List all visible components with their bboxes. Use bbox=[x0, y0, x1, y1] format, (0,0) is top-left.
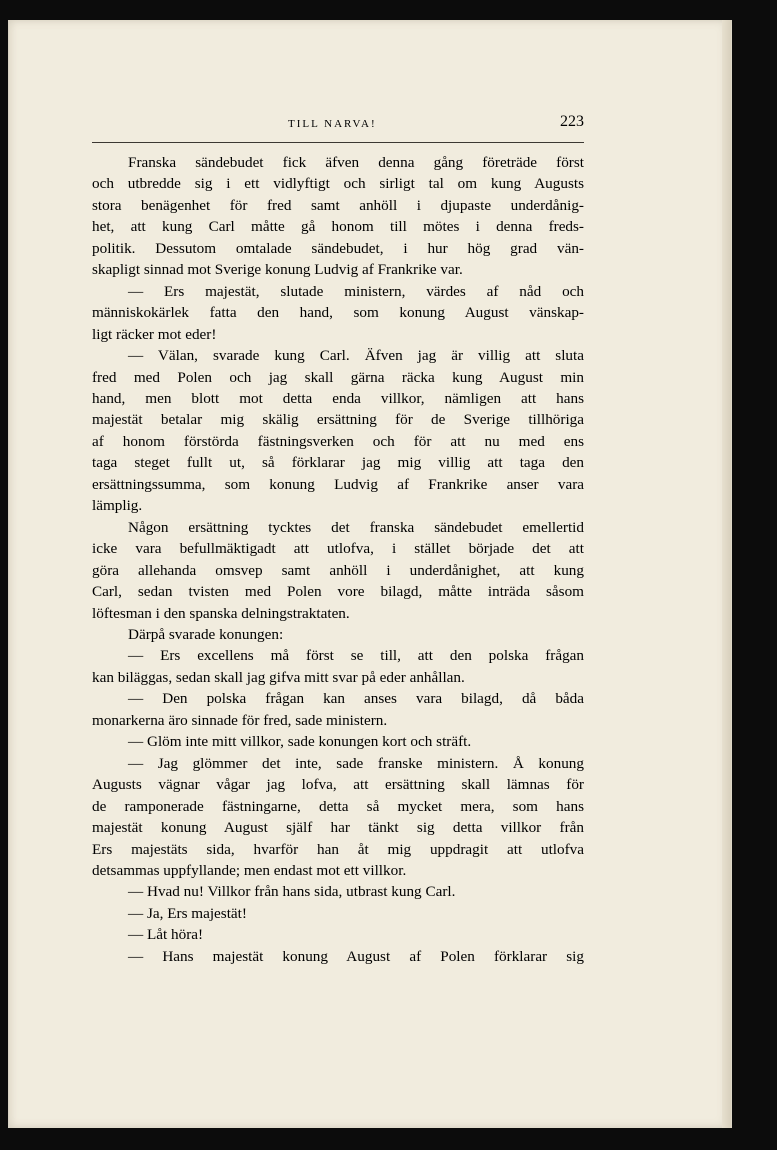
text-line: monarkerna äro sinnade för fred, sade ministern. bbox=[92, 711, 388, 729]
text-line: — Hans majestät konung August af Polen förklarar sig bbox=[128, 947, 584, 965]
text-line: het, att kung Carl måtte gå honom till mötes i denna freds- bbox=[92, 218, 584, 236]
text-line: — Ja, Ers majestät! bbox=[128, 904, 247, 922]
text-line: — Låt höra! bbox=[128, 926, 204, 944]
text-line: hand, men blott mot detta enda villkor, nämligen att hans bbox=[92, 389, 584, 407]
text-line: taga steget fullt ut, så förklarar jag mig villig att taga den bbox=[92, 454, 584, 472]
text-line: Ers majestäts sida, hvarför han åt mig uppdragit att utlofva bbox=[92, 840, 584, 858]
text-line: — Välan, svarade kung Carl. Äfven jag är villig att sluta bbox=[128, 347, 584, 365]
text-line: detsammas uppfyllande; men endast mot ett villkor. bbox=[92, 861, 407, 879]
text-line: fred med Polen och jag skall gärna räcka kung August min bbox=[92, 368, 584, 386]
text-line: skapligt sinnad mot Sverige konung Ludvig af Frankrike var. bbox=[92, 261, 463, 279]
text-line: Carl, sedan tvisten med Polen vore bilagd, måtte inträda såsom bbox=[92, 583, 584, 601]
page-header bbox=[92, 98, 582, 134]
text-line: — Hvad nu! Villkor från hans sida, utbrast kung Carl. bbox=[128, 883, 456, 901]
text-line: — Ers excellens må först se till, att den polska frågan bbox=[128, 647, 584, 665]
page-edge bbox=[722, 20, 731, 1128]
text-line: Någon ersättning tycktes det franska sändebudet emellertid bbox=[128, 518, 584, 536]
text-line: människokärlek fatta den hand, som konung August vänskap- bbox=[92, 304, 584, 322]
page-number: 223 bbox=[560, 113, 584, 130]
text-line: de ramponerade fästningarne, detta så mycket mera, som hans bbox=[92, 797, 584, 815]
text-line: — Ers majestät, slutade ministern, värdes af nåd och bbox=[128, 282, 584, 300]
text-line: ligt räcker mot eder! bbox=[92, 325, 217, 343]
text-line: politik. Dessutom omtalade sändebudet, i hur hög grad vän- bbox=[92, 239, 584, 257]
text-line: Därpå svarade konungen: bbox=[128, 625, 284, 643]
text-line: lämplig. bbox=[92, 497, 143, 515]
text-line: — Den polska frågan kan anses vara bilagd, då båda bbox=[128, 690, 584, 708]
text-line: majestät betalar mig skälig ersättning för de Sverige tillhöriga bbox=[92, 411, 584, 429]
text-line: icke vara befullmäktigadt att utlofva, i stället började det att bbox=[92, 540, 584, 558]
text-line: stora benägenhet för fred samt anhöll i djupaste underdånig- bbox=[92, 196, 584, 214]
text-line: majestät konung August själf har tänkt sig detta villkor från bbox=[92, 819, 584, 837]
text-line: kan biläggas, sedan skall jag gifva mitt svar på eder anhållan. bbox=[92, 668, 465, 686]
body-text bbox=[92, 152, 584, 967]
header-rule bbox=[92, 142, 584, 143]
text-line: — Jag glömmer det inte, sade franske ministern. Å konung bbox=[128, 754, 584, 772]
text-line: och utbredde sig i ett vidlyftigt och sirligt tal om kung Augusts bbox=[92, 175, 584, 193]
running-head: TILL NARVA! bbox=[288, 118, 377, 130]
text-line: — Glöm inte mitt villkor, sade konungen kort och sträft. bbox=[128, 733, 472, 751]
text-line: göra allehanda omsvep samt anhöll i underdånighet, att kung bbox=[92, 561, 584, 579]
text-line: Augusts vägnar vågar jag lofva, att ersättning skall lämnas för bbox=[92, 776, 584, 794]
text-line: Franska sändebudet fick äfven denna gång företräde först bbox=[128, 154, 584, 171]
text-line: ersättningssumma, som konung Ludvig af Frankrike anser vara bbox=[92, 475, 584, 493]
text-line: löftesman i den spanska delningstraktaten. bbox=[92, 604, 350, 622]
text-line: af honom förstörda fästningsverken och för att nu med ens bbox=[92, 432, 584, 450]
